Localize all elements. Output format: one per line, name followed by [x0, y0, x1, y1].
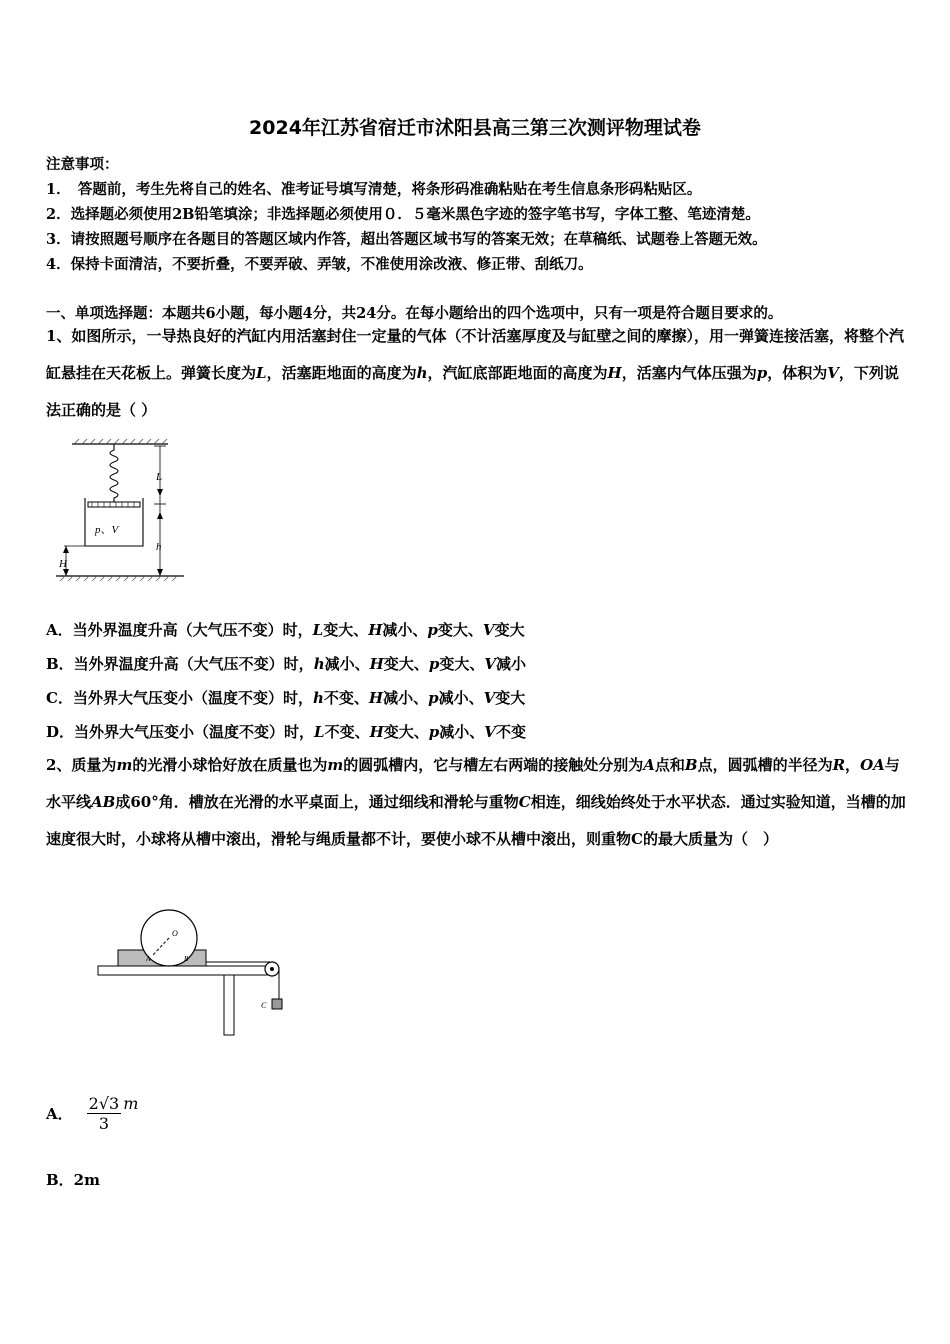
label-C: C	[261, 1001, 267, 1010]
section-heading: 一、单项选择题：本题共6小题，每小题4分，共24分。在每小题给出的四个选项中，只有一项是符合题目要求的。	[46, 305, 783, 322]
cylinder-figure	[52, 436, 188, 588]
label-O: O	[172, 929, 178, 938]
q2-option-a: A． $\frac{2√3}{3}$ m	[46, 1093, 139, 1133]
q1-option-c: C．当外界大气压变小（温度不变）时，h不变、H减小、p减小、V变大	[46, 689, 526, 707]
notice-heading: 注意事项：	[46, 156, 119, 173]
groove-figure	[96, 906, 292, 1038]
q2-option-b: B．2m	[46, 1171, 100, 1189]
label-L: L	[156, 471, 163, 483]
q1-option-a: A．当外界温度升高（大气压不变）时，L变大、H减小、p变大、V变大	[46, 621, 525, 639]
q1-option-b: B．当外界温度升高（大气压不变）时，h减小、H变大、p变大、V减小	[46, 655, 526, 673]
question-2: 2、质量为m的光滑小球恰好放在质量也为m的圆弧槽内，它与槽左右两端的接触处分别为A点和B点，圆弧槽的半径为R，OA与水平线AB成60°角．槽放在光滑的水平桌面上，通过细线和滑轮与重物C相连，细线始终处于水平状态．通过实验知道，当槽的加速度很大时，小球将从槽中滚出，滑轮与绳质量都不计，要使小球不从槽中滚出，则重物C的最大质量为（ ）	[46, 756, 906, 848]
notice-item-2: 2．选择题必须使用2B铅笔填涂；非选择题必须使用０．５毫米黑色字迹的签字笔书写，字体工整、笔迹清楚。	[46, 206, 760, 223]
label-A: A	[146, 955, 151, 963]
notice-item-1: 1． 答题前，考生先将自己的姓名、准考证号填写清楚，将条形码准确粘贴在考生信息条形码粘贴区。	[46, 181, 702, 198]
q1-option-d: D．当外界大气压变小（温度不变）时，L不变、H变大、p减小、V不变	[46, 723, 526, 741]
label-B: B	[184, 955, 189, 963]
page-title: 2024年江苏省宿迁市沭阳县高三第三次测评物理试卷	[249, 117, 701, 139]
label-H: H	[59, 558, 67, 570]
label-h: h	[156, 541, 162, 553]
label-pV: p、V	[95, 524, 119, 536]
notice-item-4: 4．保持卡面清洁，不要折叠，不要弄破、弄皱，不准使用涂改液、修正带、刮纸刀。	[46, 256, 593, 273]
notice-item-3: 3．请按照题号顺序在各题目的答题区域内作答，超出答题区域书写的答案无效；在草稿纸、试题卷上答题无效。	[46, 231, 767, 248]
fraction: $\frac{2√3}{3}$	[88, 1093, 120, 1133]
question-1: 1、如图所示，一导热良好的汽缸内用活塞封住一定量的气体（不计活塞厚度及与缸壁之间的摩擦），用一弹簧连接活塞，将整个汽缸悬挂在天花板上。弹簧长度为L，活塞距地面的高度为h，汽缸底部距地面的高度为H，活塞内气体压强为p，体积为V，下列说法正确的是（ ）	[46, 327, 904, 419]
